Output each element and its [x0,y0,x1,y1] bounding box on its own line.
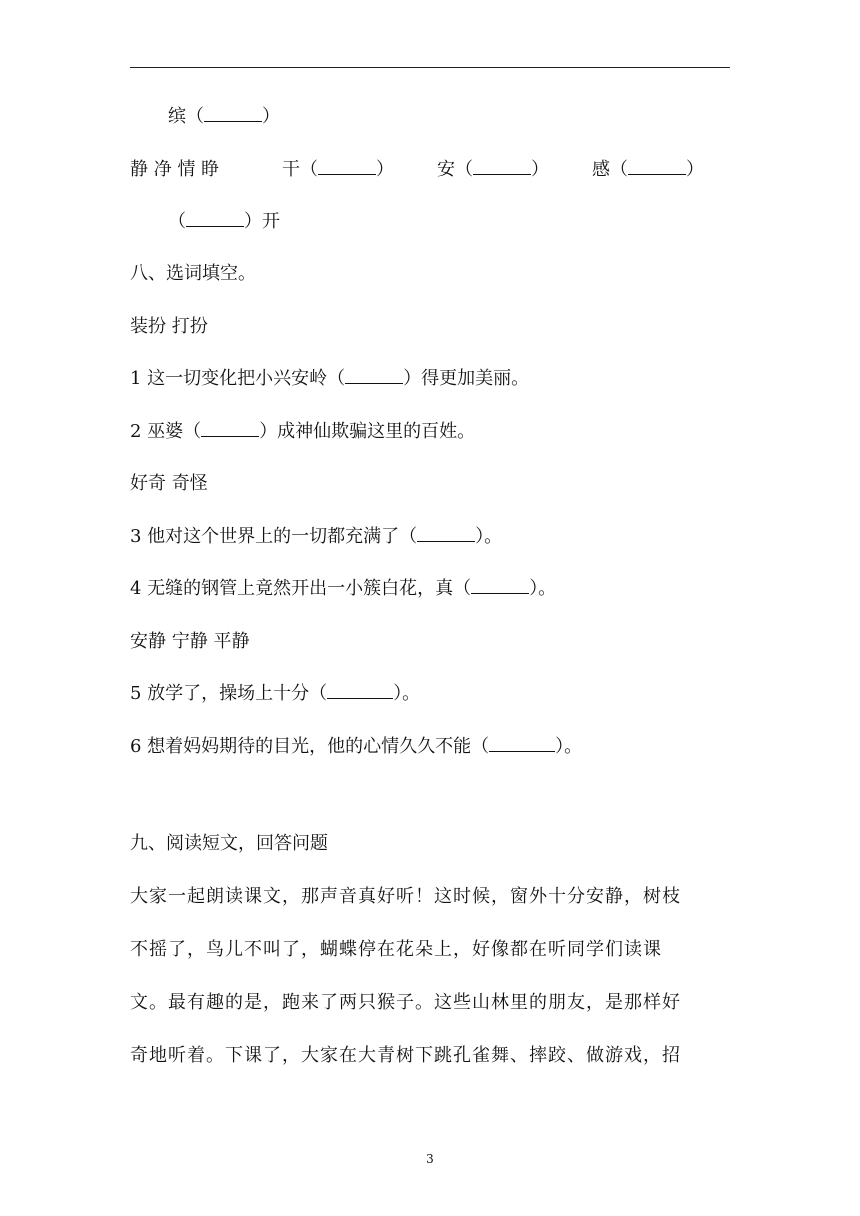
question-text: 3 他对这个世界上的一切都充满了（ [130,526,418,547]
passage-line: 不摇了，鸟儿不叫了，蝴蝶停在花朵上，好像都在听同学们读课 [130,939,662,960]
passage-line: 文。最有趣的是，跑来了两只猴子。这些山林里的朋友，是那样好 [130,992,681,1013]
question-text: 1 这一切变化把小兴安岭（ [130,368,346,389]
word-choices-3: 安静 宁静 平静 [130,631,250,652]
answer-blank[interactable] [417,525,475,542]
word-choices-2: 好奇 奇怪 [130,473,208,494]
question-text: ）。 [555,736,583,757]
question-text: 5 放学了，操场上十分（ [130,683,328,704]
question-text: 2 巫婆（ [130,421,202,442]
question-1 [130,367,529,391]
answer-blank[interactable] [318,158,376,175]
answer-blank[interactable] [345,367,403,384]
char-group-label: 静 净 情 睁 [130,159,220,180]
question-text: ）。 [393,683,421,704]
answer-blank[interactable] [471,577,529,594]
question-4 [130,577,556,601]
close-paren: ）开 [244,211,280,232]
question-text: 6 想着妈妈期待的目光，他的心情久久不能（ [130,736,490,757]
question-3 [130,525,502,549]
item-suffix: ） [686,159,704,180]
section-9-title: 九、阅读短文，回答问题 [130,833,328,854]
open-paren: （ [168,211,186,232]
question-5 [130,682,420,706]
item-prefix: 干（ [282,159,318,180]
header-rule [130,67,730,68]
fill-item-gan2 [592,158,704,182]
answer-blank[interactable] [327,682,393,699]
question-text: 4 无缝的钢管上竟然开出一小簇白花，真（ [130,578,472,599]
answer-blank[interactable] [473,158,531,175]
page-number: 3 [426,1152,434,1166]
section-8-title: 八、选词填空。 [130,263,256,284]
answer-blank[interactable] [628,158,686,175]
word-choices-1: 装扮 打扮 [130,316,208,337]
item-suffix: ） [531,159,549,180]
question-6 [130,735,582,759]
word-row-kai [168,210,280,234]
answer-blank[interactable] [204,105,262,122]
fill-item-gan [282,158,394,182]
answer-blank[interactable] [201,420,259,437]
answer-blank[interactable] [186,210,244,227]
question-text: ）得更加美丽。 [403,368,530,389]
question-text: ）成神仙欺骗这里的百姓。 [259,421,476,442]
word-row-bin [168,105,280,129]
row-char: 缤 [168,106,186,127]
item-prefix: 感（ [592,159,628,180]
question-2 [130,420,475,444]
question-text: ）。 [529,578,557,599]
fill-item-an [437,158,549,182]
close-paren: ） [262,106,280,127]
passage-line: 奇地听着。下课了，大家在大青树下跳孔雀舞、摔跤、做游戏，招 [130,1045,681,1066]
passage-line: 大家一起朗读课文，那声音真好听！这时候，窗外十分安静，树枝 [130,886,681,907]
open-paren: （ [186,106,204,127]
answer-blank[interactable] [489,735,555,752]
question-text: ）。 [475,526,503,547]
item-prefix: 安（ [437,159,473,180]
item-suffix: ） [376,159,394,180]
